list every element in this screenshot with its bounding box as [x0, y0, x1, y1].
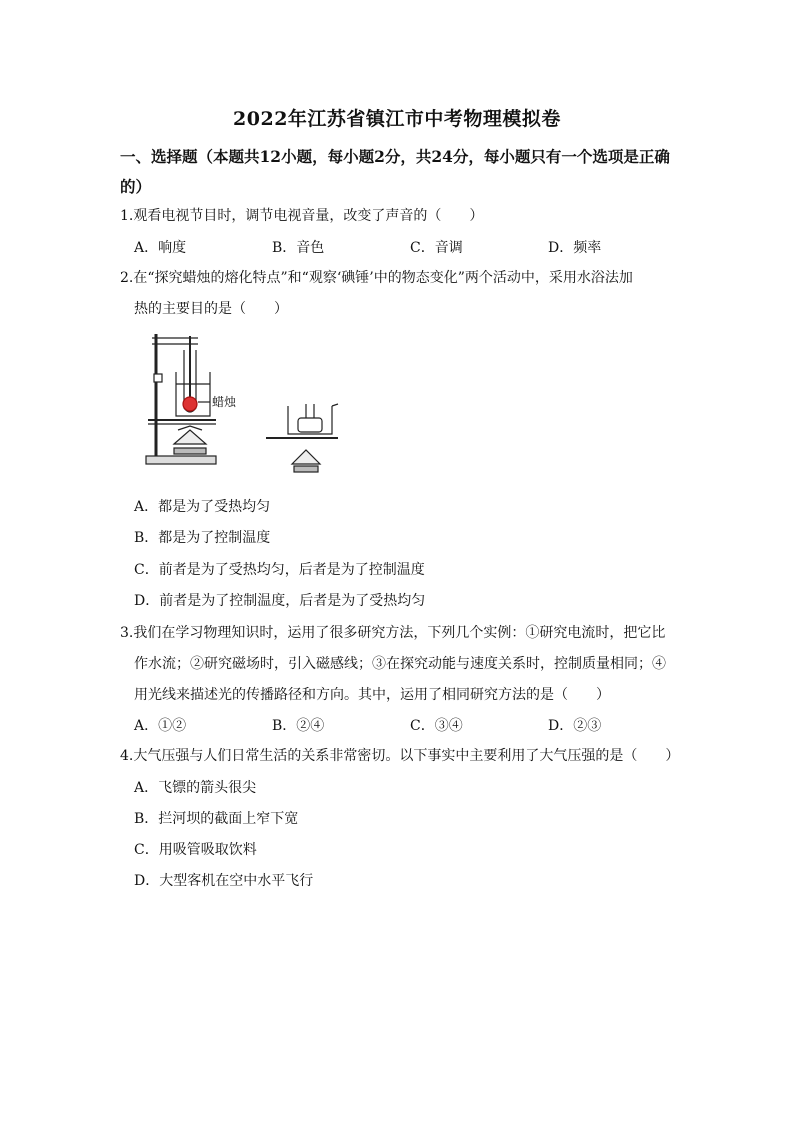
q3-option-d[interactable]: D．②③ [548, 718, 602, 734]
q3-option-b[interactable]: B．②④ [272, 718, 325, 734]
q2-stem-line-2: 热的主要目的是（ ） [134, 301, 288, 317]
q4-option-d[interactable]: D．大型客机在空中水平飞行 [134, 873, 314, 889]
q3-option-c[interactable]: C．③④ [410, 718, 463, 734]
q3-stem-line-1: 3.我们在学习物理知识时，运用了很多研究方法，下列几个实例：①研究电流时，把它比 [120, 625, 666, 641]
section-heading: 一、选择题（本题共12小题，每小题2分，共24分，每小题只有一个选项是正确的） [120, 147, 670, 196]
page-title: 2022年江苏省镇江市中考物理模拟卷 [233, 108, 561, 130]
q2-option-d[interactable]: D．前者是为了控制温度，后者是为了受热均匀 [134, 593, 426, 609]
q1-option-c[interactable]: C．音调 [410, 240, 463, 256]
q3-stem-line-2: 作水流；②研究磁场时，引入磁感线；③在探究动能与速度关系时，控制质量相同；④ [134, 656, 666, 672]
q1-option-a[interactable]: A．响度 [134, 240, 187, 256]
q1-option-d[interactable]: D．频率 [548, 240, 602, 256]
q3-stem-line-3: 用光线来描述光的传播路径和方向。其中，运用了相同研究方法的是（ ） [134, 687, 610, 703]
q2-stem-line-1: 2.在“探究蜡烛的熔化特点”和“观察‘碘锤’中的物态变化”两个活动中，采用水浴法加 [120, 270, 633, 286]
q2-option-b[interactable]: B．都是为了控制温度 [134, 530, 271, 546]
apparatus-illustration [138, 326, 358, 476]
q3-option-a[interactable]: A．①② [134, 718, 187, 734]
q4-option-a[interactable]: A．飞镖的箭头很尖 [134, 780, 257, 796]
q2-option-a[interactable]: A．都是为了受热均匀 [134, 499, 271, 515]
question-2-stem [120, 263, 680, 325]
q1-option-b[interactable]: B．音色 [272, 240, 325, 256]
question-3-stem [120, 618, 680, 711]
question-3-options [134, 716, 686, 736]
candle-label: 蜡烛 [212, 395, 237, 409]
q4-option-c[interactable]: C．用吸管吸取饮料 [134, 842, 257, 858]
q4-option-b[interactable]: B．拦河坝的截面上窄下宽 [134, 811, 299, 827]
question-1-stem: 1.观看电视节目时，调节电视音量，改变了声音的（ ） [120, 208, 484, 224]
question-4-stem: 4.大气压强与人们日常生活的关系非常密切。以下事实中主要利用了大气压强的是（ ） [120, 748, 680, 764]
q2-apparatus-figure [138, 326, 358, 476]
question-1-options [134, 238, 686, 258]
q2-option-c[interactable]: C．前者是为了受热均匀，后者是为了控制温度 [134, 562, 425, 578]
